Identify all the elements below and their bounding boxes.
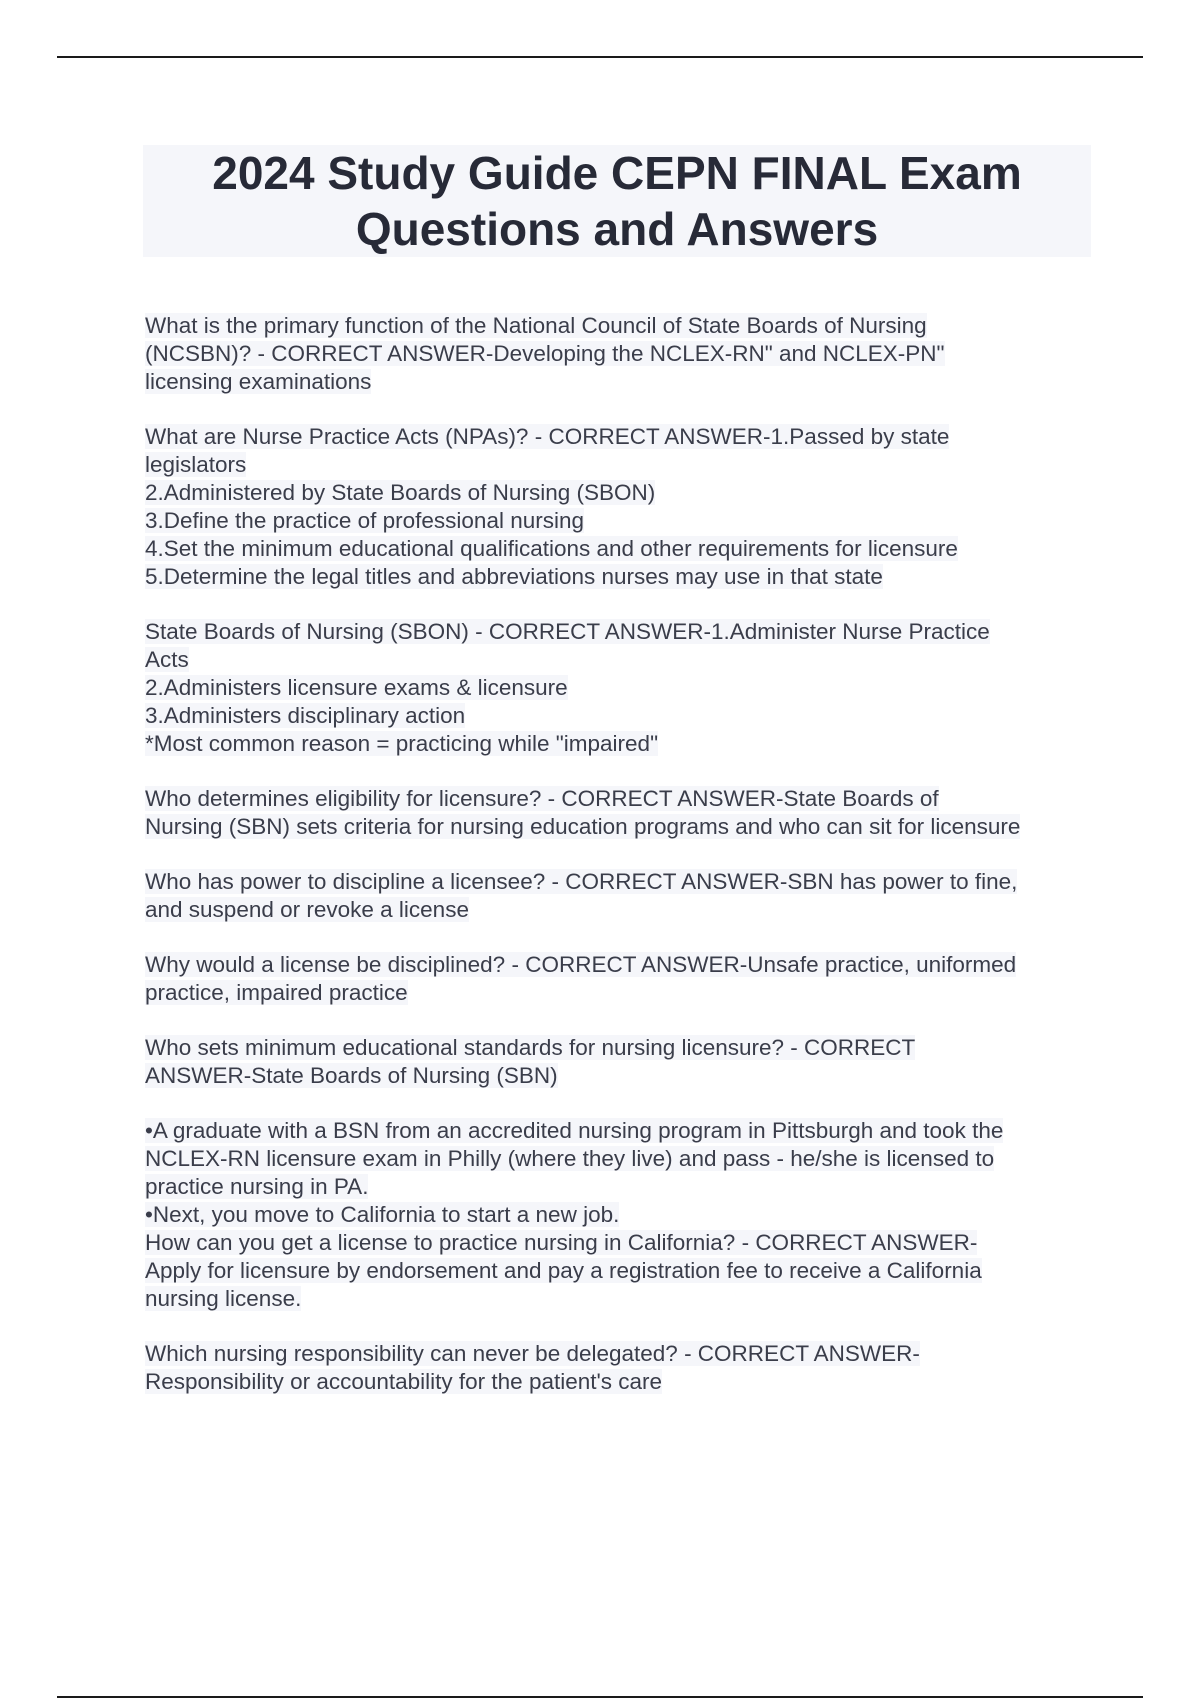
qa-line: [145, 312, 1095, 340]
qa-line: [145, 340, 1095, 368]
qa-line: [145, 785, 1095, 813]
qa-line-text: practice nursing in PA.: [145, 1174, 369, 1199]
title-line: Questions and Answers: [355, 203, 879, 255]
qa-line: [145, 979, 1095, 1007]
qa-line: [145, 423, 1095, 451]
qa-item: [145, 618, 1095, 758]
qa-line: [145, 479, 1095, 507]
qa-line-text: •A graduate with a BSN from an accredited nursing program in Pittsburgh and took the: [145, 1118, 1004, 1143]
qa-line: [145, 1229, 1095, 1257]
qa-line-text: What is the primary function of the National Council of State Boards of Nursing: [145, 313, 927, 338]
qa-line: [145, 368, 1095, 396]
qa-line: [145, 451, 1095, 479]
qa-line-text: How can you get a license to practice nursing in California? - CORRECT ANSWER-: [145, 1230, 978, 1255]
qa-line: [145, 1340, 1095, 1368]
qa-line-text: Nursing (SBN) sets criteria for nursing education programs and who can sit for licensure: [145, 814, 1021, 839]
qa-line: [145, 507, 1095, 535]
qa-item: [145, 785, 1095, 841]
qa-line: [145, 1117, 1095, 1145]
qa-line-text: Responsibility or accountability for the patient's care: [145, 1369, 663, 1394]
qa-line: [145, 1285, 1095, 1313]
qa-line-text: (NCSBN)? - CORRECT ANSWER-Developing the NCLEX-RN" and NCLEX-PN": [145, 341, 945, 366]
qa-item: [145, 1340, 1095, 1396]
qa-line-text: ANSWER-State Boards of Nursing (SBN): [145, 1063, 558, 1088]
qa-line: [145, 1257, 1095, 1285]
qa-line-text: licensing examinations: [145, 369, 372, 394]
qa-item: [145, 312, 1095, 396]
qa-line-text: Acts: [145, 647, 189, 672]
qa-line-text: *Most common reason = practicing while "impaired": [145, 731, 659, 756]
page-title: [212, 145, 1022, 257]
qa-line: [145, 868, 1095, 896]
qa-line: [145, 1201, 1095, 1229]
qa-line-text: What are Nurse Practice Acts (NPAs)? - CORRECT ANSWER-1.Passed by state: [145, 424, 950, 449]
title-line: 2024 Study Guide CEPN FINAL Exam: [212, 147, 1022, 199]
qa-item: [145, 868, 1095, 924]
qa-line: [145, 674, 1095, 702]
qa-line-text: NCLEX-RN licensure exam in Philly (where they live) and pass - he/she is licensed to: [145, 1146, 995, 1171]
title-banner: [143, 145, 1091, 257]
qa-line: [145, 1062, 1095, 1090]
qa-line: [145, 1173, 1095, 1201]
qa-line: [145, 1034, 1095, 1062]
qa-list: [145, 312, 1095, 1423]
qa-line-text: 4.Set the minimum educational qualifications and other requirements for licensure: [145, 536, 958, 561]
qa-line-text: 5.Determine the legal titles and abbreviations nurses may use in that state: [145, 564, 883, 589]
qa-item: [145, 423, 1095, 591]
qa-line-text: Which nursing responsibility can never be delegated? - CORRECT ANSWER-: [145, 1341, 920, 1366]
qa-line: [145, 730, 1095, 758]
bottom-rule: [57, 1696, 1143, 1698]
qa-line-text: State Boards of Nursing (SBON) - CORRECT ANSWER-1.Administer Nurse Practice: [145, 619, 990, 644]
qa-line-text: nursing license.: [145, 1286, 302, 1311]
qa-line: [145, 618, 1095, 646]
top-rule: [57, 56, 1143, 58]
qa-line-text: Who has power to discipline a licensee? - CORRECT ANSWER-SBN has power to fine,: [145, 869, 1018, 894]
qa-line: [145, 563, 1095, 591]
qa-line-text: 3.Define the practice of professional nursing: [145, 508, 585, 533]
qa-line: [145, 896, 1095, 924]
qa-line-text: Who sets minimum educational standards for nursing licensure? - CORRECT: [145, 1035, 916, 1060]
qa-line-text: 2.Administers licensure exams & licensure: [145, 675, 568, 700]
qa-line: [145, 535, 1095, 563]
qa-item: [145, 951, 1095, 1007]
qa-line: [145, 1145, 1095, 1173]
qa-line: [145, 702, 1095, 730]
qa-line-text: 3.Administers disciplinary action: [145, 703, 466, 728]
qa-line-text: legislators: [145, 452, 247, 477]
qa-line: [145, 813, 1095, 841]
qa-line-text: Why would a license be disciplined? - CORRECT ANSWER-Unsafe practice, uniformed: [145, 952, 1017, 977]
qa-item: [145, 1117, 1095, 1313]
qa-line: [145, 951, 1095, 979]
qa-line: [145, 1368, 1095, 1396]
qa-line: [145, 646, 1095, 674]
qa-item: [145, 1034, 1095, 1090]
qa-line-text: Who determines eligibility for licensure? - CORRECT ANSWER-State Boards of: [145, 786, 939, 811]
qa-line-text: •Next, you move to California to start a new job.: [145, 1202, 620, 1227]
qa-line-text: 2.Administered by State Boards of Nursing (SBON): [145, 480, 656, 505]
qa-line-text: Apply for licensure by endorsement and pay a registration fee to receive a California: [145, 1258, 982, 1283]
qa-line-text: and suspend or revoke a license: [145, 897, 469, 922]
qa-line-text: practice, impaired practice: [145, 980, 408, 1005]
